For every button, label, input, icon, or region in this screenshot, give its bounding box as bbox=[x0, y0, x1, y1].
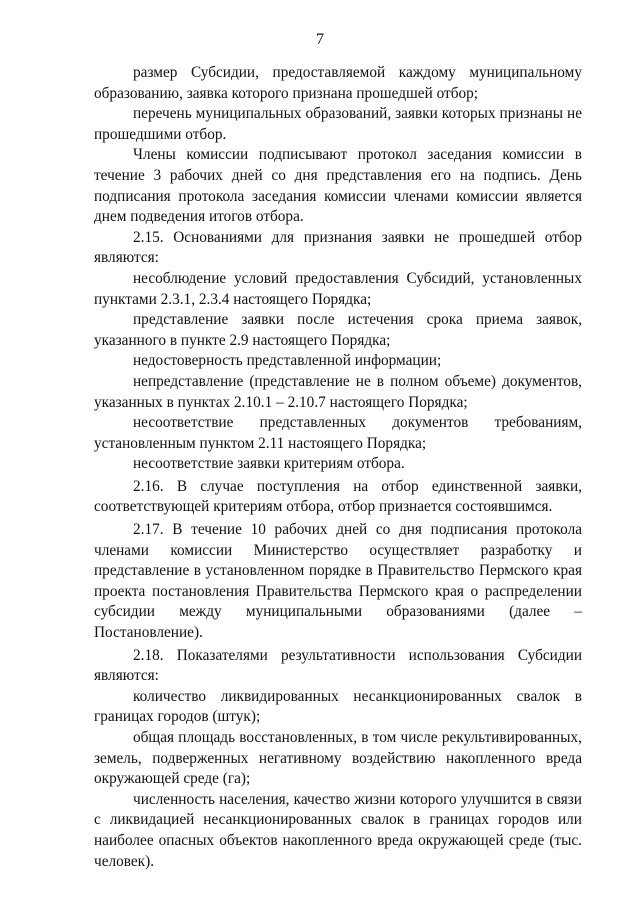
paragraph-2-18: 2.18. Показателями результативности использования Субсидии являются: bbox=[94, 646, 582, 685]
paragraph-subsidy-size: размер Субсидии, предоставляемой каждому муниципальному образованию, заявка которого признана прошедшей отбор; bbox=[94, 64, 582, 102]
paragraph-inaccurate-info: недостоверность представленной информации; bbox=[133, 352, 442, 370]
paragraph-2-17: 2.17. В течение 10 рабочих дней со дня подписания протокола членами комиссии Министерство осуществляет разработку и представление в установленном порядке в Правительство Пермского края проекта постановления Правительства Пермского края о распределении субсидии между муниципальными образованиями (далее – Постановление). bbox=[94, 521, 582, 642]
paragraph-2-16: 2.16. В случае поступления на отбор единственной заявки, соответствующей критериям отбора, отбор признается состоявшимся. bbox=[94, 477, 582, 516]
page-number: 7 bbox=[316, 31, 324, 48]
paragraph-missing-documents: непредставление (представление не в полном объеме) документов, указанных в пунктах 2.10.1 – 2.10.7 настоящего Порядка; bbox=[94, 372, 582, 411]
paragraph-commission-signing: Члены комиссии подписывают протокол заседания комиссии в течение 3 рабочих дней со дня представления его на подпись. День подписания протокола заседания комиссии членами комиссии является днем подведения итогов отбора. bbox=[94, 146, 582, 226]
paragraph-documents-mismatch: несоответствие представленных документов требованиям, установленным пунктом 2.11 настоящего Порядка; bbox=[94, 414, 582, 452]
paragraph-indicator-area: общая площадь восстановленных, в том числе рекультивированных, земель, подверженных негативному воздействию накопленного вреда окружающей среде (га); bbox=[94, 729, 582, 788]
paragraph-indicator-population: численность населения, качество жизни которого улучшится в связи с ликвидацией несанкционированных свалок в границах городов или наиболее опасных объектов накопленного вреда окружающей среде (тыс. человек). bbox=[94, 790, 582, 870]
paragraph-2-15: 2.15. Основаниями для признания заявки не прошедшей отбор являются: bbox=[94, 228, 582, 267]
paragraph-rejected-list: перечень муниципальных образований, заявки которых признаны не прошедшими отбор. bbox=[94, 105, 582, 143]
paragraph-noncompliance-conditions: несоблюдение условий предоставления Субсидий, установленных пунктами 2.3.1, 2.3.4 настоящего Порядка; bbox=[94, 269, 582, 308]
paragraph-indicator-dumps: количество ликвидированных несанкционированных свалок в границах городов (штук); bbox=[94, 687, 582, 726]
paragraph-late-submission: представление заявки после истечения срока приема заявок, указанного в пункте 2.9 настоящего Порядка; bbox=[94, 311, 582, 349]
paragraph-criteria-mismatch: несоответствие заявки критериям отбора. bbox=[133, 455, 405, 473]
